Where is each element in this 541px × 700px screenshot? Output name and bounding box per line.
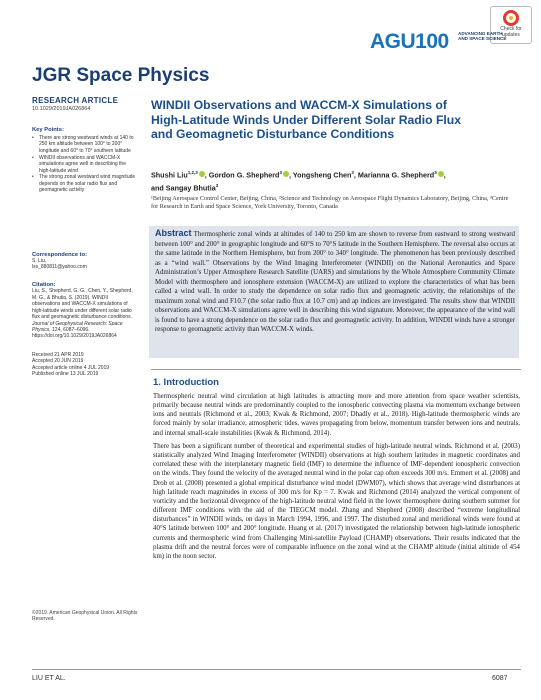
key-points-list [32, 135, 136, 194]
date-published: Published online 13 JUL 2019 [32, 370, 99, 377]
paragraph-2: There has been a significant number of theoretical and experimental studies of high-latitude neutral winds. Richmond et al. (2003) statistically analyzed Wind Imaging Interferometer (WINDII) observations at high southern latitudes in magnetic coordinates and correlated these with the interplanetary magnetic field (IMF) to determine the influence of IMF-dependent ionospheric convection on the winds. They found the velocity of the averaged neutral wind in the polar cap often exceeds 300 m/s. Emmert et al. (2008) and Drob et al. (2008) presented a global empirical disturbance wind model (DWM07), which shows that average wind disturbances at high latitude reach magnitudes in excess of 300 m/s for Kp = 7. Kwak and Richmond (2014) analyzed the vertical component of vorticity and the horizontal divergence of the high-latitude neutral wind field in the lower thermosphere during southern summer for different IMF conditions with the aid of the TIEGCM model. Zhang and Shepherd (2008) described “extreme longitudinal disturbances” in WINDII winds, on days in March 1994, 1996, and 1997. The disturbed zonal and meridional winds were found at 40°S latitude between 100° and 200° longitude. Huang et al. (2017) investigated the relationship between high-latitude ionospheric currents and thermospheric wind from Challenging Mini-satellite Payload (CHAMP) observations. Their results indicated that the plasma drift and the neutral forces were of comparable influence on the zonal wind at the CHAMP altitude (initial altitude of 454 km) in the noon sector. [153, 443, 520, 560]
page-number: 6087 [492, 675, 508, 682]
correspondence-name: S. Liu, [32, 257, 47, 264]
key-points-title: Key Points: [32, 127, 64, 133]
key-point-item: • There are strong westward winds at 140 to 250 km altitude between 100° to 200° longitude and 60° to 70° southern latitude [32, 135, 136, 154]
abstract [155, 229, 515, 335]
article-title: WINDII Observations and WACCM-X Simulations of High-Latitude Winds Under Different Solar Radio Flux and Geomagnetic Disturbance Conditions [151, 98, 462, 142]
key-point-item: • The strong zonal westward wind magnitude depends on the solar radio flux and geomagnetic activity [32, 174, 136, 193]
orcid-icon[interactable] [283, 171, 289, 177]
author-affiliation-sup: 3 [434, 170, 437, 175]
citation-doi[interactable]: 124, 6087–6096. https://doi.org/10.1029/2019JA026864 [32, 326, 117, 340]
author-name: Gordon G. Shepherd [208, 170, 280, 180]
doi-link[interactable]: 10.1029/2019JA026864 [32, 106, 91, 112]
affiliations: ¹Beijing Aerospace Control Center, Beijing, China, ²Science and Technology on Aerospace Flight Dynamics Laboratory, Beijing, China, ³Centre for Research in Earth and Space Science, York University, Toronto, Canada [151, 195, 509, 211]
author-name: and Sangay Bhutia [151, 183, 216, 193]
date-received: Received 21 APR 2019 [32, 351, 84, 358]
orcid-icon[interactable] [199, 171, 205, 177]
date-online: Accepted article online 4 JUL 2019 [32, 364, 110, 371]
date-accepted: Accepted 20 JUN 2019 [32, 358, 84, 365]
correspondence-email[interactable]: lss_880811@yahoo.com [32, 264, 87, 271]
section-divider [151, 369, 521, 370]
left-sidebar [32, 96, 136, 377]
author-affiliation-sup: 3 [279, 170, 282, 175]
footer-authors: LIU ET AL. [32, 675, 66, 682]
key-point-item: • WINDII observations and WACCM-X simulations agree well in describing the high-latitude wind [32, 155, 136, 174]
footer-divider [32, 669, 521, 670]
citation-title: Citation: [32, 282, 56, 289]
citation-block [32, 288, 136, 339]
abstract-text: Thermospheric zonal winds at altitudes of 140 to 250 km are shown to reverse from eastward to strong westward between 100° and 200° in geographic longitude and 60°S to 70°S latitude in the Southern Hemisphere. The reversal also occurs at the same latitude in the Northern Hemisphere, but from 200° to 340° longitude. The phenomenon has been previously described as a “wind wall.” Observations by the Wind Imaging Interferometer (WINDII) on the National Aeronautics and Space Administration’s Upper Atmosphere Research Satellite (UARS) and simulations by the Whole Atmosphere Community Climate Model with thermosphere and ionosphere extension (WACCM-X) are utilized to explore the characteristics of what has been called a wind wall. In order to study the dependence on solar radio flux and geomagnetic activity, the relationships of the maximum zonal wind and F10.7 (the solar radio flux at 10.7 cm) and ap indices are investigated. The results show that WINDII observations and WACCM-X simulations agree well in describing this wind signature. Moreover, the appearance of the wind wall is found to have a strong dependence on the solar radio flux and geomagnetic activity. In addition, WINDII winds have a stronger response to geomagnetic activity than WACCM-X winds. [155, 231, 515, 334]
abstract-label: Abstract [155, 228, 192, 238]
section-heading: 1. Introduction [153, 377, 219, 388]
author-name: Shushi Liu [151, 170, 188, 180]
journal-name: JGR Space Physics [32, 65, 210, 86]
author-affiliation-sup: 3 [351, 170, 354, 175]
agu-tagline: ADVANCING EARTH AND SPACE SCIENCE [458, 31, 507, 41]
article-type: RESEARCH ARTICLE [32, 96, 119, 105]
copyright-notice: ©2019. American Geophysical Union. All Rights Reserved. [32, 610, 138, 623]
orcid-icon[interactable] [438, 171, 444, 177]
citation-journal: Journal of Geophysical Research: Space Physics, [32, 320, 123, 333]
author-name: Yongsheng Chen [292, 170, 352, 180]
citation-text: Liu, S., Shepherd, G. G., Chen, Y., Shepherd, M. G., & Bhutia, S. (2019). WINDII observations and WACCM-X simulations of high-latitude winds under different solar radio flux and geomagnetic disturbance conditions. [32, 288, 133, 321]
author-list: Shushi Liu$^{1,2,3}$ , Gordon G. Shepherd$^3$ , Yongsheng Chen$^3$, Marianna G. Shepherd$^3$ , and Sangay Bhutia$^3$ [151, 170, 446, 193]
paragraph-1: Thermospheric neutral wind circulation at high latitudes is attracting more and more attention from space weather scientists, primarily because neutral winds are predominantly coupled to the ionospheric convecting plasma via momentum exchange between ions and neutrals (Richmond et al., 2003; Kwak & Richmond, 2007; Dhadly et al., 2018). High-latitude thermospheric winds are forced mainly by solar irradiance, atmospheric tides, waves propagating from below, momentum transfer between ions and neutrals, and internal small-scale instabilities (Kwak & Richmond, 2014). [153, 393, 520, 437]
correspondence-title: Correspondence to: [32, 251, 88, 258]
author-affiliation-sup: 1,2,3 [187, 170, 198, 175]
article-dates [32, 352, 136, 378]
check-for-updates-text: Check for updates [500, 26, 522, 38]
agu-logo: AGU100 [370, 30, 449, 53]
author-affiliation-sup: 3 [215, 183, 219, 189]
update-circle-icon [503, 10, 519, 26]
author-name: Marianna G. Shepherd [357, 170, 435, 180]
